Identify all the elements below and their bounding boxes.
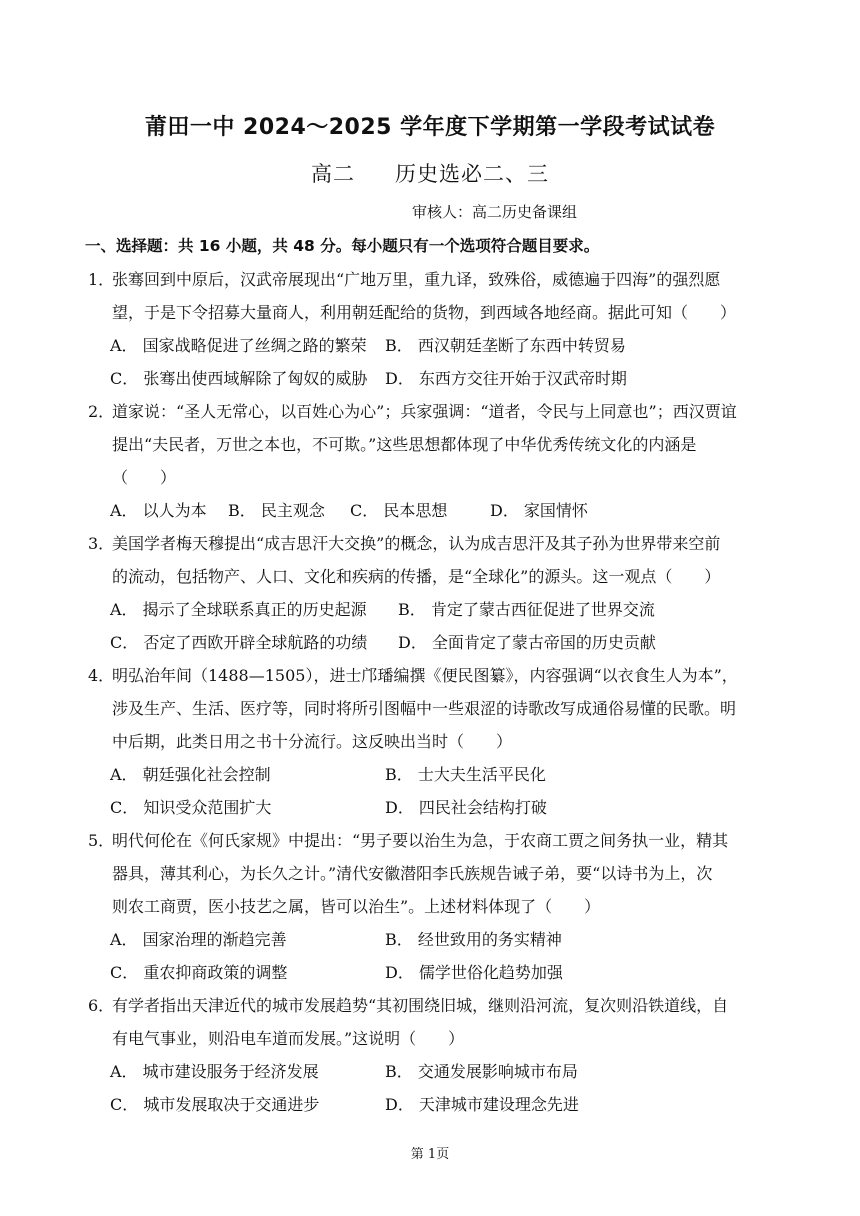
exam-title: 莆田一中 2024～2025 学年度下学期第一学段考试试卷 [144,115,716,140]
question-2 [0,395,860,527]
question-text-line: 提出“夫民者，万世之本也，不可欺。”这些思想都体现了中华优秀传统文化的内涵是 [112,435,697,454]
grade-label: 高二 [311,162,355,186]
question-text-line: （ ） [112,468,177,487]
option-a[interactable]: A． 国家战略促进了丝绸之路的繁荣 [110,336,367,355]
question-list [0,263,860,1121]
question-text-line: 有电气事业，则沿电车道而发展。”这说明（ ） [112,1029,465,1048]
option-d[interactable]: D． 家国情怀 [490,501,588,520]
option-c[interactable]: C． 否定了西欧开辟全球航路的功绩 [110,633,368,652]
page-number: 第 1页 [410,1147,450,1162]
option-c[interactable]: C． 知识受众范围扩大 [110,798,272,817]
section-heading: 一、选择题：共 16 小题，共 48 分。每小题只有一个选项符合题目要求。 [85,237,600,255]
question-text-line: 则农工商贾，医小技艺之属，皆可以治生”。上述材料体现了（ ） [112,897,601,916]
question-text-line: 张骞回到中原后，汉武帝展现出“广地万里，重九译，致殊俗，威德遍于四海”的强烈愿 [112,270,721,289]
option-c[interactable]: C． 城市发展取决于交通进步 [110,1095,320,1114]
option-b[interactable]: B． 肯定了蒙古西征促进了世界交流 [398,600,655,619]
question-text-line: 美国学者梅天穆提出“成吉思汗大交换”的概念，认为成吉思汗及其子孙为世界带来空前 [112,534,721,553]
option-d[interactable]: D． 儒学世俗化趋势加强 [385,963,563,982]
question-number: 5． [88,831,115,850]
question-text-line: 明代何伦在《何氏家规》中提出：“男子要以治生为急，于农商工贾之间务执一业，精其 [112,831,729,850]
option-a[interactable]: A． 揭示了全球联系真正的历史起源 [110,600,367,619]
reviewer-label: 审核人：高二历史备课组 [412,203,578,221]
question-6 [0,989,860,1121]
option-c[interactable]: C． 重农抑商政策的调整 [110,963,288,982]
question-number: 1． [88,270,115,289]
option-a[interactable]: A． 国家治理的渐趋完善 [110,930,287,949]
question-text-line: 望，于是下令招募大量商人，利用朝廷配给的货物，到西域各地经商。据此可知（ ） [112,303,737,322]
option-d[interactable]: D． 四民社会结构打破 [385,798,547,817]
option-a[interactable]: A． 以人为本 [110,501,207,520]
question-4 [0,659,860,824]
option-c[interactable]: C． 民本思想 [350,501,448,520]
exam-subtitle [0,158,860,188]
question-5 [0,824,860,989]
option-b[interactable]: B． 交通发展影响城市布局 [385,1062,578,1081]
question-1 [0,263,860,395]
question-text-line: 中后期，此类日用之书十分流行。这反映出当时（ ） [112,732,513,751]
option-d[interactable]: D． 全面肯定了蒙古帝国的历史贡献 [398,633,656,652]
question-text-line: 涉及生产、生活、医疗等，同时将所引图幅中一些艰涩的诗歌改写成通俗易懂的民歌。明 [112,699,737,718]
option-b[interactable]: B． 经世致用的务实精神 [385,930,562,949]
question-number: 2． [88,402,115,421]
option-b[interactable]: B． 士大夫生活平民化 [385,765,546,784]
question-text-line: 的流动，包括物产、人口、文化和疾病的传播，是“全球化”的源头。这一观点（ ） [112,567,721,586]
option-a[interactable]: A． 朝廷强化社会控制 [110,765,271,784]
question-text-line: 器具，薄其利心，为长久之计。”清代安徽潜阳李氏族规告诫子弟，要“以诗书为上，次 [112,864,713,883]
option-c[interactable]: C． 张骞出使西域解除了匈奴的威胁 [110,369,368,388]
question-number: 4． [88,666,115,685]
option-a[interactable]: A． 城市建设服务于经济发展 [110,1062,319,1081]
question-number: 3． [88,534,115,553]
question-3 [0,527,860,659]
option-d[interactable]: D． 天津城市建设理念先进 [385,1095,579,1114]
option-d[interactable]: D． 东西方交往开始于汉武帝时期 [385,369,627,388]
question-text-line: 道家说：“圣人无常心，以百姓心为心”；兵家强调：“道者，令民与上同意也”；西汉贾谊 [112,402,737,421]
question-text-line: 有学者指出天津近代的城市发展趋势“其初围绕旧城，继则沿河流，复次则沿铁道线，自 [112,996,729,1015]
question-text-line: 明弘治年间（1488—1505），进士邝璠编撰《便民图纂》，内容强调“以衣食生人为本”， [112,666,738,685]
subject-label: 历史选必二、三 [395,162,549,186]
question-number: 6． [88,996,115,1015]
option-b[interactable]: B． 西汉朝廷垄断了东西中转贸易 [385,336,626,355]
option-b[interactable]: B． 民主观念 [228,501,325,520]
